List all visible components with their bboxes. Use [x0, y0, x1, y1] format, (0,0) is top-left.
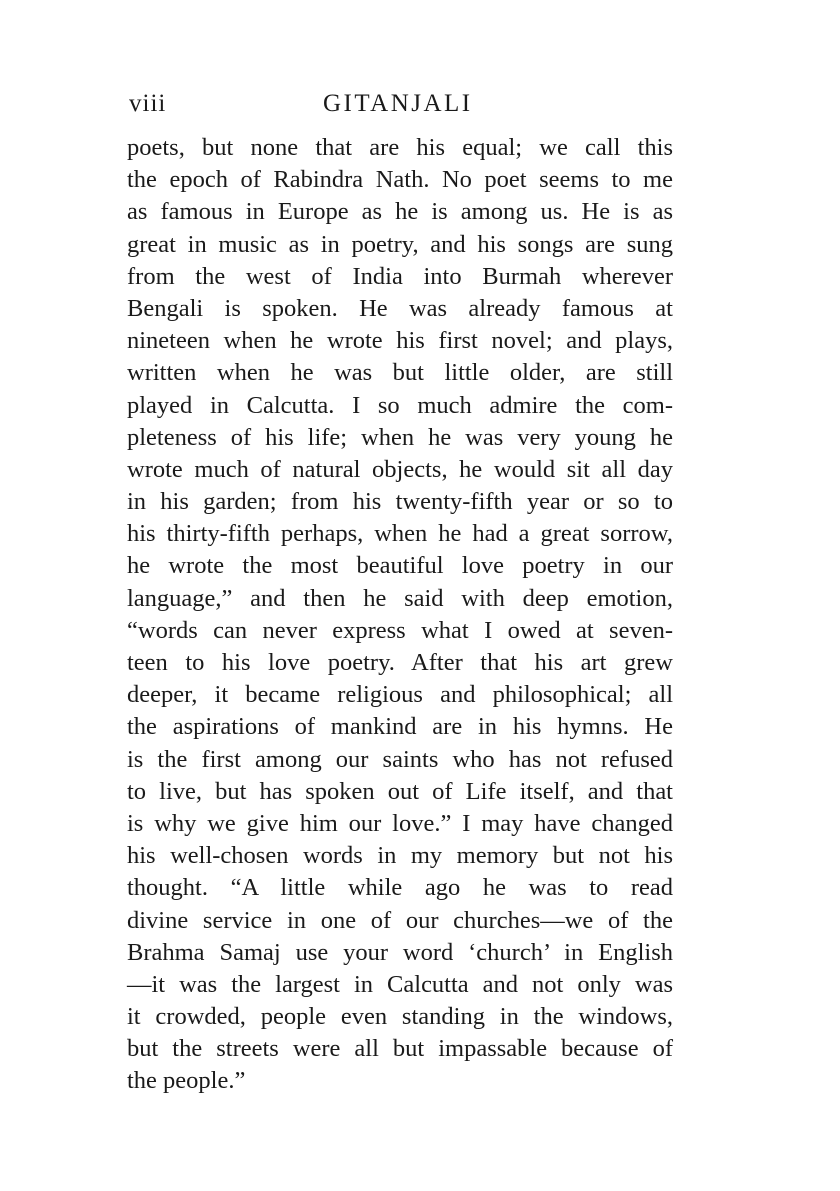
text-line: nineteen when he wrote his first novel; and plays,: [127, 327, 673, 355]
text-line: his well-chosen words in my memory but not his: [127, 842, 673, 870]
text-line: thought. “A little while ago he was to read: [127, 874, 673, 902]
text-line: the epoch of Rabindra Nath. No poet seems to me: [127, 166, 673, 194]
text-line: deeper, it became religious and philosophical; all: [127, 681, 673, 709]
text-line: he wrote the most beautiful love poetry in our: [127, 552, 673, 580]
text-line: played in Calcutta. I so much admire the com-: [127, 391, 673, 419]
text-line: as famous in Europe as he is among us. He is as: [127, 198, 673, 226]
text-line: “words can never express what I owed at seven-: [127, 616, 673, 644]
text-line: Brahma Samaj use your word ‘church’ in English: [127, 938, 673, 966]
running-title: GITANJALI: [323, 90, 473, 117]
text-line: his thirty-fifth perhaps, when he had a great sorrow,: [127, 520, 673, 548]
text-line: to live, but has spoken out of Life itself, and that: [127, 777, 673, 805]
text-line: divine service in one of our churches—we of the: [127, 906, 673, 934]
text-line: in his garden; from his twenty-fifth year or so to: [127, 488, 673, 516]
text-line: the people.”: [127, 1067, 246, 1095]
text-line: pleteness of his life; when he was very young he: [127, 423, 673, 451]
body-text: [127, 132, 673, 1098]
text-line: teen to his love poetry. After that his art grew: [127, 649, 673, 676]
text-line: is the first among our saints who has not refused: [127, 745, 673, 773]
text-line: written when he was but little older, are still: [127, 359, 673, 387]
text-line: Bengali is spoken. He was already famous at: [127, 294, 673, 322]
text-line: from the west of India into Burmah wherever: [127, 262, 673, 290]
text-line: but the streets were all but impassable because of: [127, 1035, 673, 1063]
text-line: language,” and then he said with deep emotion,: [127, 584, 673, 612]
text-line: great in music as in poetry, and his songs are sung: [127, 230, 673, 258]
text-line: —it was the largest in Calcutta and not only was: [127, 970, 673, 998]
text-line: wrote much of natural objects, he would sit all day: [127, 455, 673, 483]
text-line: it crowded, people even standing in the windows,: [127, 1003, 673, 1031]
page-number: viii: [129, 90, 167, 117]
text-line: the aspirations of mankind are in his hymns. He: [127, 713, 673, 741]
text-line: is why we give him our love.” I may have changed: [127, 809, 673, 837]
text-line: poets, but none that are his equal; we call this: [127, 134, 673, 161]
